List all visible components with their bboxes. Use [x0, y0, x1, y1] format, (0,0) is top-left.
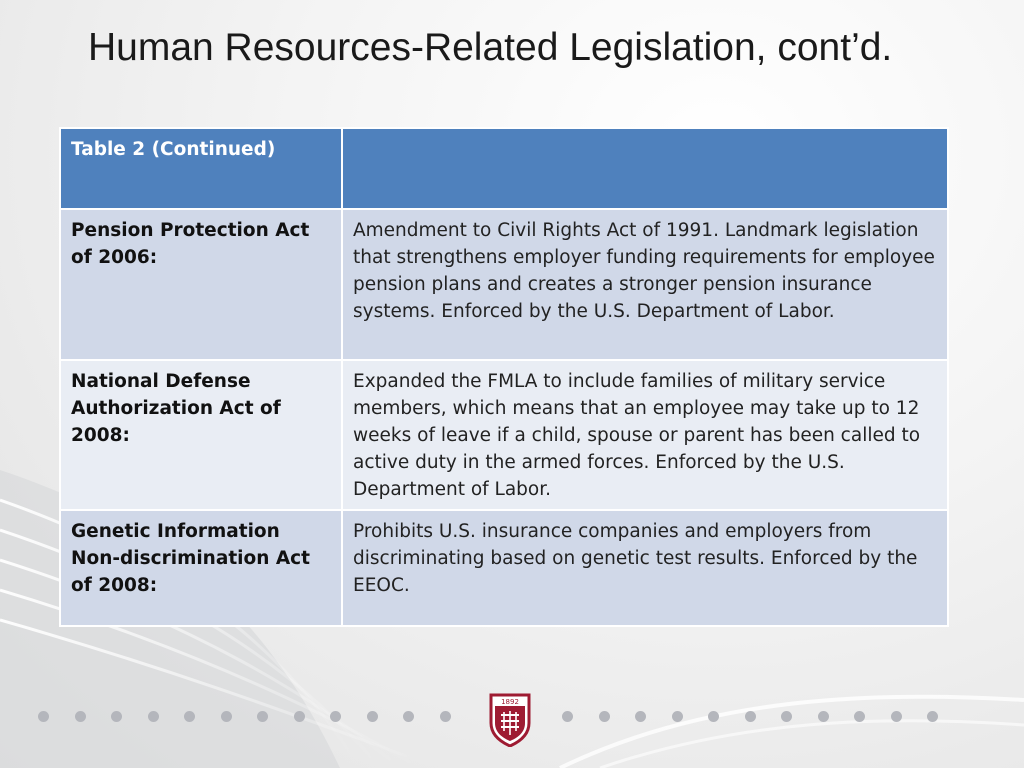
dot — [221, 711, 232, 722]
table-header-empty — [342, 128, 948, 209]
dot — [148, 711, 159, 722]
dot — [891, 711, 902, 722]
dot — [367, 711, 378, 722]
page-title: Human Resources-Related Legislation, cont’d. — [88, 26, 893, 69]
legislation-table — [59, 127, 949, 627]
university-shield-logo — [489, 693, 531, 747]
dot — [38, 711, 49, 722]
dot — [75, 711, 86, 722]
dot — [440, 711, 451, 722]
act-description: Prohibits U.S. insurance companies and employers from discriminating based on genetic test results. Enforced by the EEOC. — [342, 510, 948, 626]
dot — [257, 711, 268, 722]
act-name: Pension Protection Act of 2006: — [60, 209, 342, 360]
table-row — [60, 209, 948, 360]
dot — [745, 711, 756, 722]
dot — [111, 711, 122, 722]
act-description: Expanded the FMLA to include families of military service members, which means that an employee may take up to 12 weeks of leave if a child, spouse or parent has been called to active duty in the armed forces. Enforced by the U.S. Department of Labor. — [342, 360, 948, 510]
dot — [927, 711, 938, 722]
dot — [854, 711, 865, 722]
act-name: National Defense Authorization Act of 2008: — [60, 360, 342, 510]
dot — [708, 711, 719, 722]
dot — [672, 711, 683, 722]
logo-year: 1892 — [501, 698, 519, 706]
decorative-dots-left — [38, 711, 451, 723]
act-description: Amendment to Civil Rights Act of 1991. Landmark legislation that strengthens employer funding requirements for employee pension plans and creates a stronger pension insurance systems. Enforced by the U.S. Department of Labor. — [342, 209, 948, 360]
dot — [781, 711, 792, 722]
dot — [403, 711, 414, 722]
dot — [562, 711, 573, 722]
table-header-row — [60, 128, 948, 209]
dot — [599, 711, 610, 722]
dot — [635, 711, 646, 722]
decorative-dots-right — [562, 711, 938, 723]
dot — [184, 711, 195, 722]
act-name: Genetic Information Non-discrimination Act of 2008: — [60, 510, 342, 626]
dot — [330, 711, 341, 722]
table-header-label: Table 2 (Continued) — [60, 128, 342, 209]
table-row — [60, 360, 948, 510]
dot — [818, 711, 829, 722]
dot — [294, 711, 305, 722]
table-row — [60, 510, 948, 626]
